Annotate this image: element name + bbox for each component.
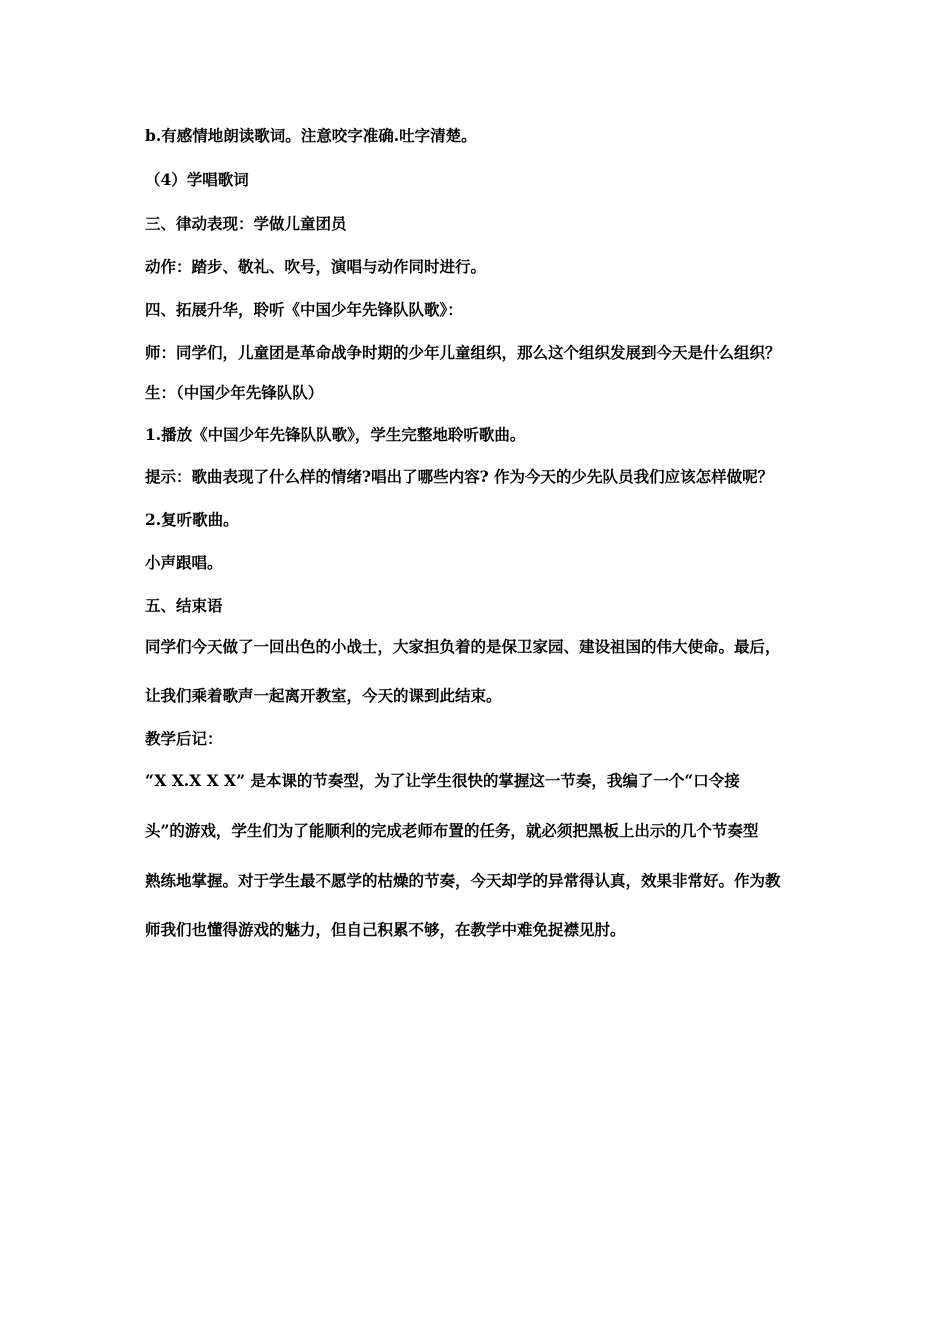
paragraph-student-answer: 生：（中国少年先锋队队） xyxy=(145,383,324,402)
paragraph-reflection-1: “X X.X X X” 是本课的节奏型，为了让学生很快的掌握这一节奏，我编了一个“口令接 xyxy=(145,771,740,790)
section-heading-extension: 四、拓展升华，聆听《中国少年先锋队队歌》： xyxy=(145,300,463,319)
paragraph-reflection-2: 头”的游戏，学生们为了能顺利的完成老师布置的任务，就必须把黑板上出示的几个节奏型 xyxy=(145,821,759,840)
paragraph-replay-song: 2.复听歌曲。 xyxy=(145,510,239,529)
paragraph-reflection-3: 熟练地掌握。对于学生最不愿学的枯燥的节奏，今天却学的异常得认真，效果非常好。作为教 xyxy=(145,871,781,890)
paragraph-reading-lyrics: b.有感情地朗读歌词。注意咬字准确.吐字清楚。 xyxy=(145,126,477,145)
paragraph-conclusion-1: 同学们今天做了一回出色的小战士，大家担负着的是保卫家园、建设祖国的伟大使命。最后， xyxy=(145,637,781,656)
paragraph-learn-lyrics: （4）学唱歌词 xyxy=(145,170,249,189)
section-heading-conclusion: 五、结束语 xyxy=(145,596,223,615)
paragraph-play-song: 1.播放《中国少年先锋队队歌》，学生完整地聆听歌曲。 xyxy=(145,425,526,444)
paragraph-hint: 提示：歌曲表现了什么样的情绪?唱出了哪些内容? 作为今天的少先队员我们应该怎样做呢？ xyxy=(145,467,774,486)
section-heading-reflection: 教学后记： xyxy=(145,729,223,748)
paragraph-teacher-question: 师：同学们，儿童团是革命战争时期的少年儿童组织，那么这个组织发展到今天是什么组织？ xyxy=(145,343,781,362)
paragraph-conclusion-2: 让我们乘着歌声一起离开教室，今天的课到此结束。 xyxy=(145,686,502,705)
paragraph-sing-along: 小声跟唱。 xyxy=(145,553,223,572)
paragraph-reflection-4: 师我们也懂得游戏的魅力，但自己积累不够，在教学中难免捉襟见肘。 xyxy=(145,920,626,939)
section-heading-rhythm: 三、律动表现：学做儿童团员 xyxy=(145,214,347,233)
paragraph-actions: 动作：踏步、敬礼、吹号，演唱与动作同时进行。 xyxy=(145,257,487,276)
